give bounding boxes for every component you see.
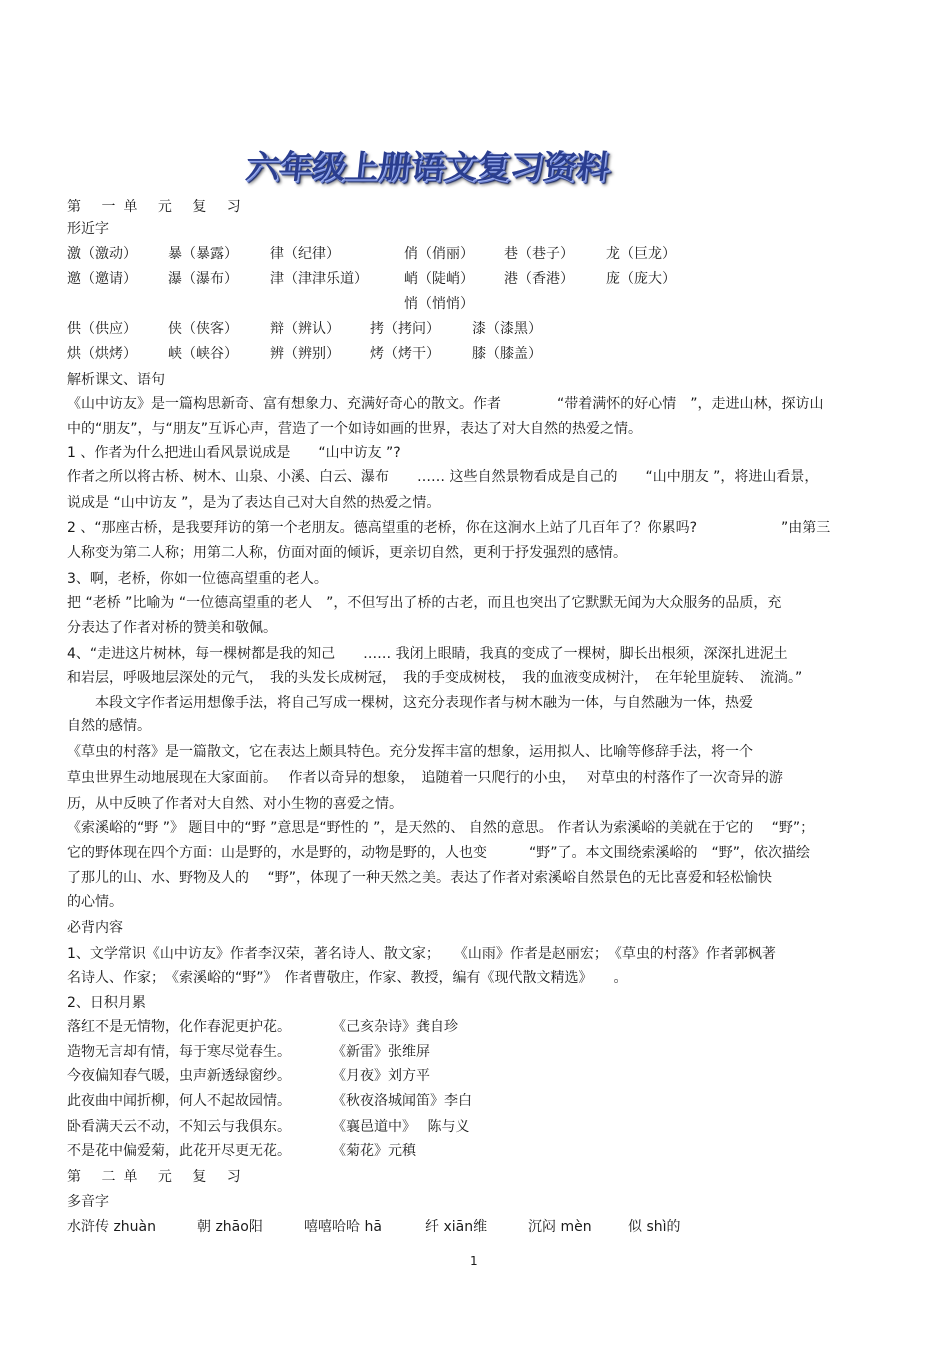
text-line: 自然的感情。 <box>67 718 151 734</box>
unit2-heading: 第 二单 元 复 习 <box>67 1169 249 1185</box>
text-line: 《山中访友》是一篇构思新奇、富有想象力、充满好奇心的散文。作者 “带着满怀的好心情 ”，走进山林，探访山 <box>67 396 824 412</box>
grid1-cell: 俏（俏丽） <box>404 246 474 262</box>
grid2-cell: 膝（膝盖） <box>472 346 542 362</box>
text-line: 的心情。 <box>67 894 123 910</box>
grid1-cell: 津（津津乐道） <box>270 271 368 287</box>
grid1-cell: 激（激动） <box>67 246 137 262</box>
section-heading: 必背内容 <box>67 920 123 936</box>
duoyin-item: 嘻嘻哈哈 hā <box>304 1219 382 1235</box>
poem-source: 《襄邑道中》 陈与义 <box>332 1119 470 1135</box>
text-line: 分表达了作者对桥的赞美和敬佩。 <box>67 620 277 636</box>
section-heading: 2、日积月累 <box>67 995 146 1011</box>
grid1-cell: 峭（陡峭） <box>404 271 474 287</box>
text-line: 1、文学常识《山中访友》作者李汉荣，著名诗人、散文家； 《山雨》作者是赵丽宏； 《草虫的村落》作者郭枫著 <box>67 946 776 962</box>
poem-line: 卧看满天云不动，不知云与我俱东。 <box>67 1119 291 1135</box>
duoyinzi-label: 多音字 <box>67 1194 109 1210</box>
text-line: 2 、“那座古桥，是我要拜访的第一个老朋友。德高望重的老桥，你在这涧水上站了几百年了？你累吗? ”由第三 <box>67 520 831 536</box>
duoyin-item: 水浒传 zhuàn <box>67 1219 156 1235</box>
text-line: 中的“朋友”，与“朋友”互诉心声，营造了一个如诗如画的世界，表达了对大自然的热爱之情。 <box>67 421 643 437</box>
duoyin-item: 似 shì的 <box>628 1219 681 1235</box>
analysis-heading: 解析课文、语句 <box>67 372 165 388</box>
text-line: 说成是 “山中访友 ”，是为了表达自己对大自然的热爱之情。 <box>67 495 441 511</box>
poem-source: 《秋夜洛城闻笛》李白 <box>332 1093 472 1109</box>
grid2-cell: 烘（烘烤） <box>67 346 137 362</box>
text-line: 草虫世界生动地展现在大家面前。 作者以奇异的想象， 追随着一只爬行的小虫， 对草虫的村落作了一次奇异的游 <box>67 770 783 786</box>
grid2-cell: 侠（侠客） <box>168 321 238 337</box>
grid2-cell: 漆（漆黑） <box>472 321 542 337</box>
grid2-cell: 拷（拷问） <box>370 321 440 337</box>
grid1-cell: 巷（巷子） <box>504 246 574 262</box>
text-line: 了那儿的山、水、野物及人的 “野”，体现了一种天然之美。表达了作者对索溪峪自然景色的无比喜爱和轻松愉快 <box>67 870 772 886</box>
poem-source: 《月夜》刘方平 <box>332 1068 430 1084</box>
grid1-cell: 庞（庞大） <box>606 271 676 287</box>
text-line: 作者之所以将古桥、树木、山泉、小溪、白云、瀑布 …… 这些自然景物看成是自己的 “山中朋友 ”，将进山看景， <box>67 469 819 485</box>
text-line: 1 、作者为什么把进山看风景说成是 “山中访友 ”? <box>67 445 401 461</box>
text-line: 把 “老桥 ”比喻为 “一位德高望重的老人 ”，不但写出了桥的古老，而且也突出了它默默无闻为大众服务的品质，充 <box>67 595 782 611</box>
grid2-cell: 辨（辨别） <box>270 346 340 362</box>
unit1-heading: 第 一单 元 复 习 <box>67 199 249 215</box>
poem-line: 不是花中偏爱菊，此花开尽更无花。 <box>67 1143 291 1159</box>
poem-line: 造物无言却有情，每于寒尽觉春生。 <box>67 1044 291 1060</box>
text-line: 本段文字作者运用想像手法，将自己写成一棵树，这充分表现作者与树木融为一体，与自然融为一体，热爱 <box>67 695 753 711</box>
grid2-cell: 供（供应） <box>67 321 137 337</box>
poem-line: 落红不是无情物，化作春泥更护花。 <box>67 1019 291 1035</box>
poem-line: 今夜偏知春气暖，虫声新透绿窗纱。 <box>67 1068 291 1084</box>
text-line: 历，从中反映了作者对大自然、对小生物的喜爱之情。 <box>67 796 403 812</box>
text-line: 《索溪峪的“野 ”》 题目中的“野 ”意思是“野性的 ”，是天然的、 自然的意思。 作者认为索溪峪的美就在于它的 “野”； <box>67 820 815 836</box>
page-number: 1 <box>470 1254 478 1268</box>
duoyin-item: 朝 zhāo阳 <box>197 1219 263 1235</box>
text-line: 名诗人、作家； 《索溪峪的“野”》 作者曹敬庄，作家、教授，编有《现代散文精选》 。 <box>67 970 628 986</box>
grid2-cell: 峡（峡谷） <box>168 346 238 362</box>
poem-source: 《新雷》张维屏 <box>332 1044 430 1060</box>
document-title: 六年级上册语文复习资料 <box>243 148 611 187</box>
duoyin-item: 纤 xiān维 <box>425 1219 488 1235</box>
grid1-cell: 港（香港） <box>504 271 574 287</box>
poem-source: 《菊花》元稹 <box>332 1143 416 1159</box>
duoyin-item: 沉闷 mèn <box>528 1219 592 1235</box>
text-line: 和岩层，呼吸地层深处的元气， 我的头发长成树冠， 我的手变成树枝， 我的血液变成树汁， 在年轮里旋转、 流淌。” <box>67 670 803 686</box>
poem-source: 《己亥杂诗》龚自珍 <box>332 1019 458 1035</box>
grid1-cell: 龙（巨龙） <box>606 246 676 262</box>
grid1-cell: 悄（悄悄） <box>404 296 474 312</box>
xingjinzi-label: 形近字 <box>67 221 109 237</box>
text-line: 《草虫的村落》是一篇散文，它在表达上颇具特色。充分发挥丰富的想象，运用拟人、比喻等修辞手法，将一个 <box>67 744 753 760</box>
text-line: 它的野体现在四个方面：山是野的，水是野的，动物是野的，人也变 “野”了。本文围绕索溪峪的 “野”，依次描绘 <box>67 845 811 861</box>
grid2-cell: 辩（辨认） <box>270 321 340 337</box>
text-line: 人称变为第二人称；用第二人称，仿面对面的倾诉，更亲切自然，更利于抒发强烈的感情。 <box>67 545 627 561</box>
poem-line: 此夜曲中闻折柳，何人不起故园情。 <box>67 1093 291 1109</box>
grid2-cell: 烤（烤干） <box>370 346 440 362</box>
grid1-cell: 律（纪律） <box>270 246 340 262</box>
grid1-cell: 暴（暴露） <box>168 246 238 262</box>
text-line: 4、“走进这片树林，每一棵树都是我的知己 …… 我闭上眼睛，我真的变成了一棵树，脚长出根须，深深扎进泥土 <box>67 646 788 662</box>
text-line: 3、啊，老桥，你如一位德高望重的老人。 <box>67 571 328 587</box>
grid1-cell: 邀（邀请） <box>67 271 137 287</box>
grid1-cell: 瀑（瀑布） <box>168 271 238 287</box>
